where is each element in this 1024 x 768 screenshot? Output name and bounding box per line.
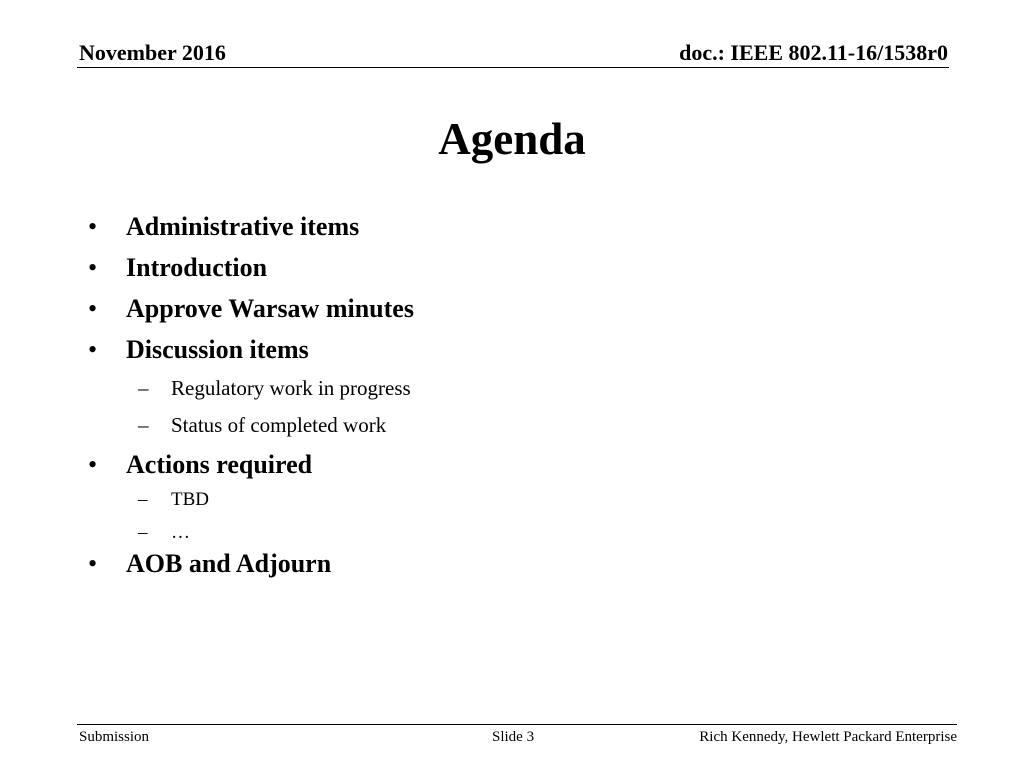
agenda-subitem-label: … <box>171 522 190 543</box>
footer-author: Rich Kennedy, Hewlett Packard Enterprise <box>699 729 957 745</box>
bullet-glyph: • <box>88 294 98 323</box>
slide-title: Agenda <box>438 114 586 164</box>
bullet-glyph: • <box>88 253 98 282</box>
bullet-glyph: • <box>88 549 98 578</box>
agenda-item-label: Discussion items <box>126 335 309 364</box>
dash-glyph: – <box>138 376 149 400</box>
dash-glyph: – <box>138 522 148 543</box>
agenda-subitem-label: Status of completed work <box>171 413 387 437</box>
dash-glyph: – <box>138 413 149 437</box>
agenda-item-label: AOB and Adjourn <box>126 549 332 578</box>
bullet-glyph: • <box>88 212 98 241</box>
header-doc-id: doc.: IEEE 802.11-16/1538r0 <box>679 40 948 65</box>
agenda-subitem-label: Regulatory work in progress <box>171 376 411 400</box>
footer-submission: Submission <box>79 729 150 745</box>
dash-glyph: – <box>138 489 148 510</box>
footer-slide-number: Slide 3 <box>492 729 535 745</box>
agenda-item-label: Approve Warsaw minutes <box>126 294 414 323</box>
footer-divider <box>77 724 957 725</box>
agenda-item-label: Introduction <box>126 253 268 282</box>
header-date: November 2016 <box>79 40 226 65</box>
agenda-item-label: Actions required <box>126 450 313 479</box>
agenda-subitem-label: TBD <box>171 489 209 510</box>
bullet-glyph: • <box>88 450 98 479</box>
agenda-item-label: Administrative items <box>126 212 360 241</box>
bullet-glyph: • <box>88 335 98 364</box>
